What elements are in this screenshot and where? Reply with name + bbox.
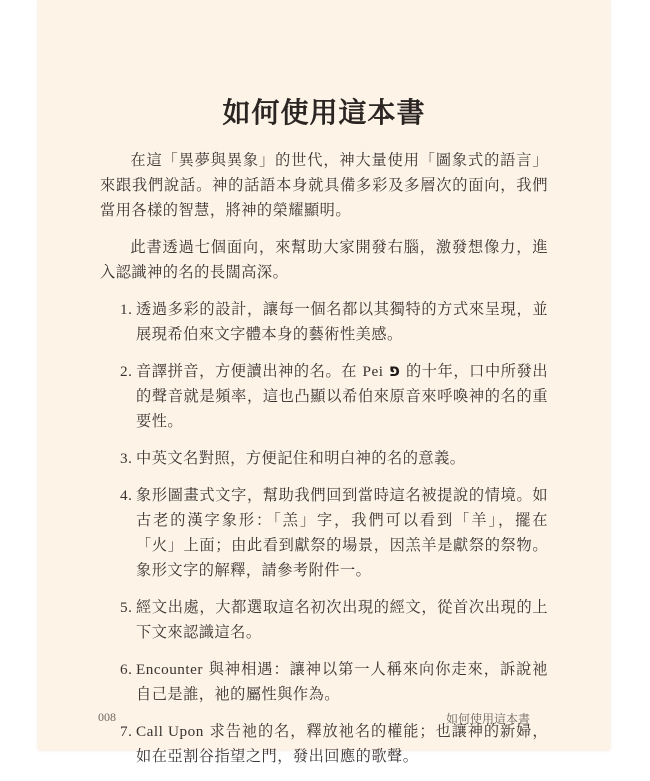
hebrew-letter-pe: פ	[388, 361, 401, 381]
list-number: 2.	[120, 363, 133, 380]
latin-word: Pei	[362, 363, 384, 380]
intro-paragraph-2: 此書透過七個面向，來幫助大家開發右腦，激發想像力，進入認識神的名的長闊高深。	[100, 238, 548, 281]
page-title: 如何使用這本書	[222, 95, 426, 129]
latin-word: Call Upon	[136, 723, 204, 740]
list-number: 6.	[120, 661, 133, 678]
intro-paragraph-1: 在這「異夢與異象」的世代，神大量使用「圖象式的語言」來跟我們說話。神的話語本身就具備多彩及多層次的面向，我們當用各樣的智慧，將神的榮耀顯明。	[100, 151, 548, 219]
feature-list	[100, 297, 548, 769]
list-text-post: 的十年，口中所發出的聲音就是頻率，這也凸顯以希伯來原音來呼喚神的名的重要性。	[136, 362, 549, 430]
list-item	[120, 595, 548, 645]
list-number: 5.	[120, 599, 133, 616]
running-head: 如何使用這本書	[445, 712, 530, 726]
list-item	[120, 359, 548, 434]
list-item	[120, 446, 548, 471]
list-number: 1.	[120, 301, 133, 318]
list-text: 象形圖畫式文字，幫助我們回到當時這名被提說的情境。如古老的漢字象形：「羔」字，我們可以看到「羊」，擺在「火」上面；由此看到獻祭的場景，因羔羊是獻祭的祭物。象形文字的解釋，請參考附件一。	[136, 486, 548, 579]
list-item	[120, 657, 548, 707]
list-text: 經文出處，大都選取這名初次出現的經文，從首次出現的上下文來認識這名。	[136, 598, 548, 641]
list-number: 4.	[120, 487, 133, 504]
list-text: 中英文名對照，方便記住和明白神的名的意義。	[136, 449, 466, 467]
list-text-pre: 音譯拼音，方便讀出神的名。在	[136, 362, 363, 380]
list-number: 7.	[120, 723, 133, 740]
list-text: 透過多彩的設計，讓每一個名都以其獨特的方式來呈現，並展現希伯來文字體本身的藝術性美感。	[136, 300, 548, 343]
list-number: 3.	[120, 450, 133, 467]
list-item	[120, 297, 548, 347]
page-body	[100, 148, 548, 781]
list-text: 與神相遇：讓神以第一人稱來向你走來，訴說祂自己是誰，祂的屬性與作為。	[136, 660, 548, 703]
page-number: 008	[98, 710, 116, 724]
book-page	[38, 0, 610, 765]
latin-word: Encounter	[136, 661, 203, 678]
list-item	[120, 483, 548, 583]
list-text: 求告祂的名，釋放祂名的權能；也讓神的新婦，如在亞割谷指望之門，發出回應的歌聲。	[136, 722, 549, 765]
